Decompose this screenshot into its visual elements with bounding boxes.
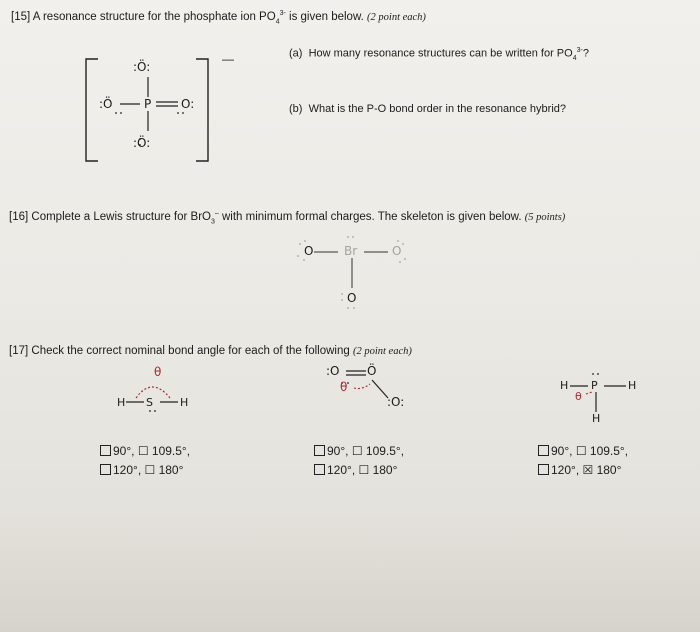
q15-header bbox=[11, 10, 426, 25]
q16-header bbox=[9, 210, 565, 225]
p-atom: P bbox=[144, 97, 152, 111]
ozone-o-bottom: :O: bbox=[387, 395, 405, 409]
q16-o-bottom-atom: O bbox=[347, 291, 357, 305]
q15-part-a: (a) How many resonance structures can be written for $PO_4^{3-}$? bbox=[289, 47, 589, 62]
choice-3-line-2: 120°, ☒ 180° bbox=[551, 463, 622, 477]
left-bracket bbox=[86, 59, 98, 161]
checkbox-120-2[interactable] bbox=[314, 464, 325, 475]
angle-arc bbox=[586, 392, 592, 394]
theta-label-3: θ bbox=[575, 390, 582, 403]
right-bracket bbox=[196, 59, 208, 161]
q17-number: [17] bbox=[9, 345, 29, 357]
theta-label-1: θ bbox=[154, 365, 162, 379]
o-top-atom: :Ö: bbox=[133, 60, 151, 74]
h2s-h-right: H bbox=[180, 396, 189, 409]
checkbox-120-1[interactable] bbox=[100, 464, 111, 475]
o-bottom-atom: :Ö: bbox=[133, 136, 151, 150]
q16-points: (5 points) bbox=[524, 211, 566, 223]
q17-header bbox=[9, 345, 412, 357]
ph3-h-left: H bbox=[560, 379, 569, 392]
ph3-p-atom: P bbox=[591, 379, 598, 392]
ph3-h-bottom: H bbox=[592, 412, 601, 425]
h2s-s-atom: S bbox=[146, 396, 153, 409]
q16-number: [16] bbox=[9, 210, 29, 223]
choice-2-line-2: 120°, ☐ 180° bbox=[327, 463, 398, 477]
o-left-atom: :Ö bbox=[99, 97, 113, 111]
o-o-single-bond bbox=[372, 380, 388, 398]
ph3-diagram bbox=[556, 368, 656, 428]
q17-prompt: Check the correct nominal bond angle for each of the following bbox=[31, 345, 350, 357]
h2s-h-left: H bbox=[117, 396, 126, 409]
theta-label-2: θ bbox=[340, 380, 348, 394]
checkbox-90-3[interactable] bbox=[538, 445, 549, 456]
q17-points: (2 point each) bbox=[352, 346, 412, 357]
ph3-h-right: H bbox=[628, 379, 637, 392]
phosphate-lewis-structure bbox=[80, 55, 240, 167]
choice-1-line-1: 90°, ☐ 109.5°, bbox=[113, 444, 191, 458]
checkbox-90-1[interactable] bbox=[100, 445, 111, 456]
angle-arc bbox=[354, 384, 370, 389]
choices-group-3 bbox=[538, 442, 628, 480]
choices-group-1 bbox=[100, 442, 190, 480]
q15-number: [15] bbox=[11, 10, 31, 23]
o-right-atom: O: bbox=[181, 97, 195, 111]
q15-part-b: (b) What is the P-O bond order in the resonance hybrid? bbox=[289, 103, 566, 115]
q16-br-atom: Br bbox=[344, 244, 358, 258]
q16-o-left-atom: O bbox=[304, 244, 314, 258]
checkbox-90-2[interactable] bbox=[314, 445, 325, 456]
checkbox-120-3[interactable] bbox=[538, 464, 549, 475]
ion-charge: — bbox=[222, 52, 234, 66]
choice-3-line-1: 90°, ☐ 109.5°, bbox=[551, 444, 629, 458]
q15-points: (2 point each) bbox=[367, 11, 426, 23]
q16-o-right-atom: O bbox=[392, 244, 402, 258]
choice-2-line-1: 90°, ☐ 109.5°, bbox=[327, 444, 405, 458]
choice-1-line-2: 120°, ☐ 180° bbox=[113, 463, 184, 477]
q15-prompt: A resonance structure for the phosphate ion $PO_4^{3-}$ is given below. bbox=[32, 10, 364, 26]
angle-arc bbox=[136, 387, 170, 398]
choices-group-2 bbox=[314, 442, 404, 480]
ozone-o-center: Ö bbox=[367, 364, 377, 378]
q16-prompt: Complete a Lewis structure for BrO$_3$– with minimum formal charges. The skeleton is given below. bbox=[31, 210, 522, 226]
ozone-o-left: :O bbox=[326, 364, 340, 378]
